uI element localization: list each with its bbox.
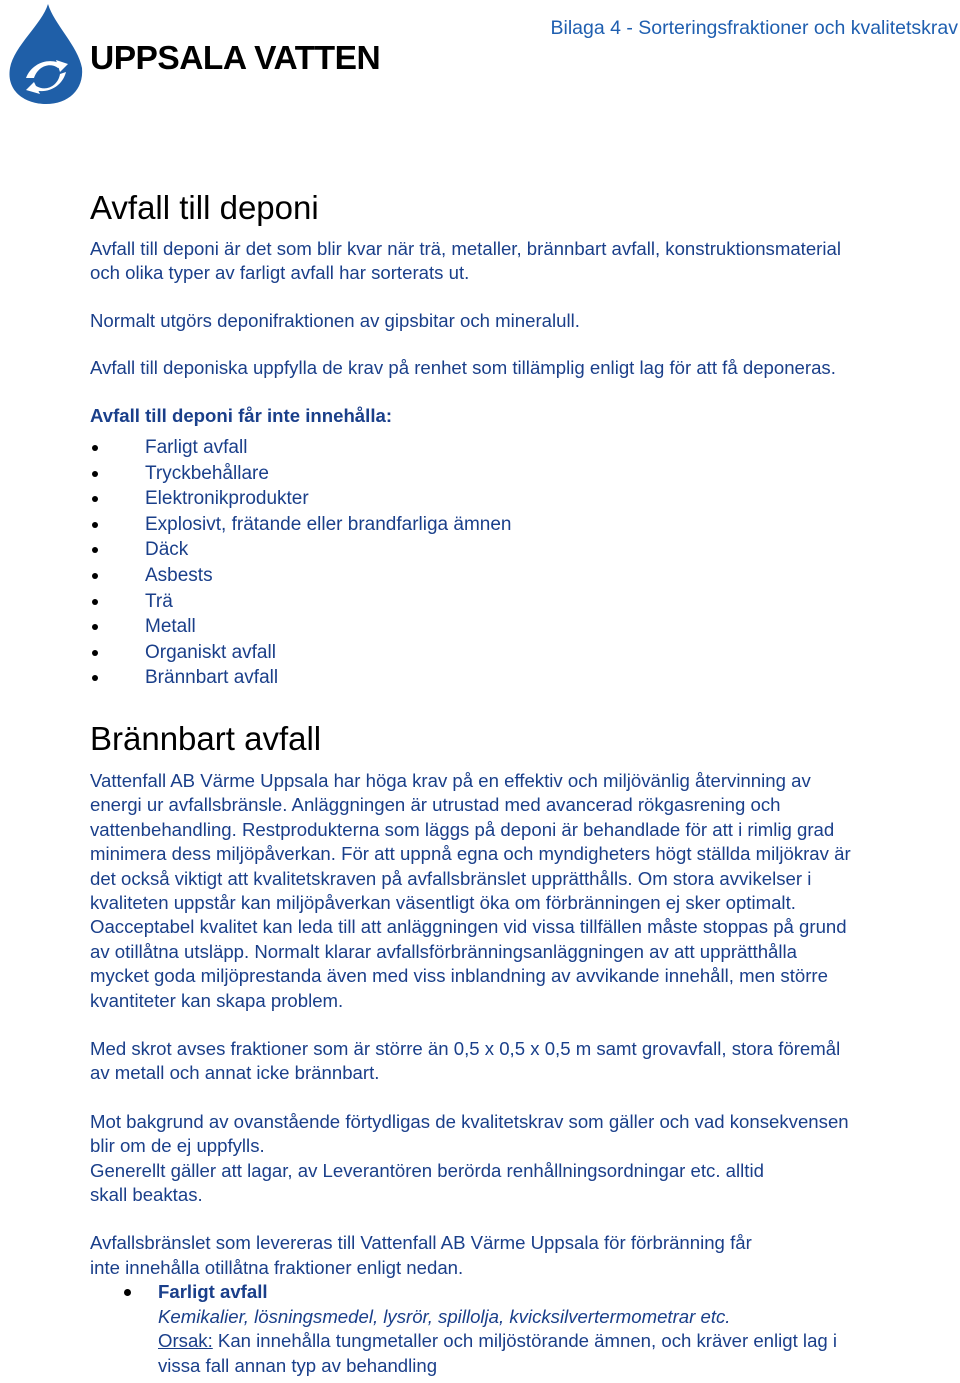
text-line: skall beaktas. [90, 1184, 203, 1206]
logo-text: UPPSALA VATTEN [90, 40, 381, 77]
brannbart-paragraph-1 [90, 769, 956, 1013]
text-line: blir om de ej uppfylls. [90, 1135, 265, 1157]
text-line: det också viktigt att kvalitetskraven på avfallsbränslet upprätthålls. Om stora avvikelser i [90, 867, 812, 889]
deponi-exclusion-list [90, 435, 956, 691]
document-body [90, 186, 956, 1378]
text-line: minimera dess miljöpåverkan. För att uppnå egna och myndigheters högt ställda miljökrav är [90, 843, 851, 865]
list-item: Explosivt, frätande eller brandfarliga ämnen [90, 512, 956, 538]
list-item: Asbests [90, 563, 956, 589]
list-item: Farligt avfall [90, 435, 956, 461]
brannbart-paragraph-3 [90, 1110, 956, 1208]
text-line: Vattenfall AB Värme Uppsala har höga krav på en effektiv och miljövänlig återvinning av [90, 769, 811, 791]
text-line: inte innehålla otillåtna fraktioner enligt nedan. [90, 1256, 464, 1278]
page-header [0, 0, 960, 110]
list-item: Organiskt avfall [90, 640, 956, 666]
brannbart-paragraph-4 [90, 1231, 956, 1280]
list-item: Trä [90, 589, 956, 615]
deponi-intro-line-2: och olika typer av farligt avfall har sorterats ut. [90, 262, 470, 284]
text-line: vattenbehandling. Restprodukterna som läggs på deponi är behandlade för att i rimlig grad [90, 818, 835, 840]
text-line: energi ur avfallsbränsle. Anläggningen är utrustad med avancerad rökgasrening och [90, 794, 781, 816]
list-item: Elektronikprodukter [90, 486, 956, 512]
uppsala-vatten-logo [6, 2, 396, 106]
text-line: kvantiteter kan skapa problem. [90, 989, 344, 1011]
reason-text: Kan innehålla tungmetaller och miljöstörande ämnen, och kräver enligt lag i [212, 1330, 838, 1352]
deponi-paragraph-3: Avfall till deponiska uppfylla de krav på renhet som tillämplig enligt lag för att få deponeras. [90, 357, 836, 379]
text-line: kvaliteten uppstår kan miljöpåverkan väsentligt öka om förbränningen ej sker optimalt. [90, 892, 796, 913]
text-line: Oacceptabel kvalitet kan leda till att anläggningen vid vissa tillfällen måste stoppas på grund [90, 916, 847, 938]
brannbart-paragraph-2 [90, 1037, 956, 1086]
list-item: Brännbart avfall [90, 665, 956, 691]
list-item: Tryckbehållare [90, 461, 956, 487]
fraction-title: Farligt avfall [158, 1281, 268, 1303]
section-heading-deponi: Avfall till deponi [90, 189, 319, 226]
text-line: Med skrot avses fraktioner som är större än 0,5 x 0,5 x 0,5 m samt grovavfall, stora föremål [90, 1038, 841, 1060]
deponi-intro-line-1: Avfall till deponi är det som blir kvar när trä, metaller, brännbart avfall, konstruktionsmaterial [90, 238, 841, 259]
text-line: av otillåtna utsläpp. Normalt klarar avfallsförbränningsanläggningen av att upprätthålla [90, 940, 797, 962]
text-line: av metall och annat icke brännbart. [90, 1062, 380, 1084]
text-line: Avfallsbränslet som levereras till Vattenfall AB Värme Uppsala för förbränning får [90, 1232, 752, 1254]
header-title: Bilaga 4 - Sorteringsfraktioner och kvalitetskrav [550, 17, 958, 39]
deponi-list-heading: Avfall till deponi får inte innehålla: [90, 404, 393, 426]
fraction-item-farligt-avfall [90, 1280, 956, 1378]
text-line: mycket goda miljöprestanda även med viss inblandning av avvikande innehåll, men större [90, 965, 828, 987]
fraction-list [90, 1280, 956, 1378]
fraction-reason [158, 1329, 956, 1353]
list-item: Metall [90, 614, 956, 640]
text-line: Generellt gäller att lagar, av Leverantören berörda renhållningsordningar etc. alltid [90, 1159, 764, 1181]
reason-label: Orsak: [158, 1330, 213, 1352]
list-item: Däck [90, 537, 956, 563]
deponi-paragraph-2: Normalt utgörs deponifraktionen av gipsbitar och mineralull. [90, 309, 580, 331]
fraction-examples: Kemikalier, lösningsmedel, lysrör, spillolja, kvicksilvertermometrar etc. [158, 1305, 731, 1327]
section-heading-brannbart: Brännbart avfall [90, 719, 322, 757]
water-drop-icon [6, 2, 86, 106]
fraction-reason-cont: vissa fall annan typ av behandling [158, 1354, 438, 1376]
text-line: Mot bakgrund av ovanstående förtydligas de kvalitetskrav som gäller och vad konsekvensen [90, 1110, 849, 1132]
